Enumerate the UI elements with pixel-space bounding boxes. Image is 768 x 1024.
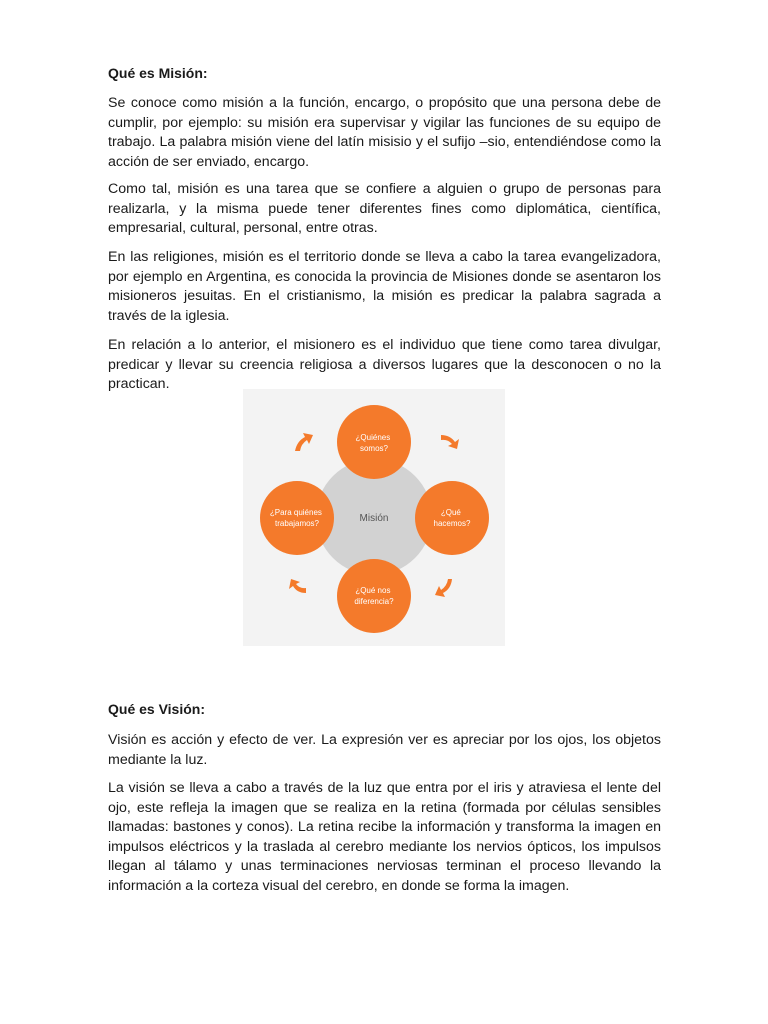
paragraph-mision-3: En las religiones, misión es el territorio donde se lleva a cabo la tarea evangelizadora, por ejemplo en Argentina, es conocida la provincia de Misiones donde se asentaron los misioneros jesuitas. En el cristianismo, la misión es predicar la palabra sagrada a través de la iglesia. [108,249,661,324]
arrow-top-right-icon [441,435,459,449]
node-bottom-line2: diferencia? [354,597,394,606]
section-heading-vision: Qué es Visión: [108,701,205,717]
node-left [260,481,334,555]
node-top-line1: ¿Quiénes [355,433,391,442]
node-left-line1: ¿Para quiénes [269,508,322,517]
node-top-line2: somos? [359,444,389,453]
node-left-line2: trabajamos? [274,519,320,528]
paragraph-mision-4: En relación a lo anterior, el misionero es el individuo que tiene como tarea divulgar, predicar y llevar su creencia religiosa a diversos lugares que la desconocen o no la practican. [108,337,661,393]
arrow-bottom-left-icon [289,579,306,593]
paragraph-vision-1: Visión es acción y efecto de ver. La expresión ver es apreciar por los ojos, los objetos mediante la luz. [108,732,661,768]
mission-diagram [243,389,505,646]
node-right [415,481,489,555]
node-bottom [337,559,411,633]
paragraph-vision-2: La visión se lleva a cabo a través de la luz que entra por el iris y atraviesa el lente del ojo, este refleja la imagen que se realiza en la retina (formada por células sensibles llamadas: bastones y conos). La retina recibe la información y transforma la imagen en impulsos eléctricos y la traslada al cerebro mediante los nervios ópticos, los impulsos llegan al tálamo y unas terminaciones nerviosas terminan el proceso llevando la información a la corteza visual del cerebro, en donde se forma la imagen. [108,780,661,894]
node-bottom-line1: ¿Qué nos [355,586,391,595]
node-right-line1: ¿Qué [440,508,461,517]
center-label: Misión [359,513,389,524]
section-heading-mision: Qué es Misión: [108,65,208,81]
arrow-top-left-icon [295,433,313,451]
node-right-line2: hacemos? [433,519,471,528]
paragraph-mision-2: Como tal, misión es una tarea que se confiere a alguien o grupo de personas para realizarla, y la misma puede tener diferentes fines como diplomática, científica, empresarial, cultural, personal, entre otras. [108,181,661,237]
node-top [337,405,411,479]
paragraph-mision-1: Se conoce como misión a la función, encargo, o propósito que una persona debe de cumplir, por ejemplo: su misión era supervisar y vigilar las funciones de su equipo de trabajo. La palabra misión viene del latín misisio y el sufijo –sio, entendiéndose como la acción de ser enviado, encargo. [108,95,661,170]
mission-diagram-svg [243,389,505,646]
arrow-bottom-right-icon [435,579,452,597]
